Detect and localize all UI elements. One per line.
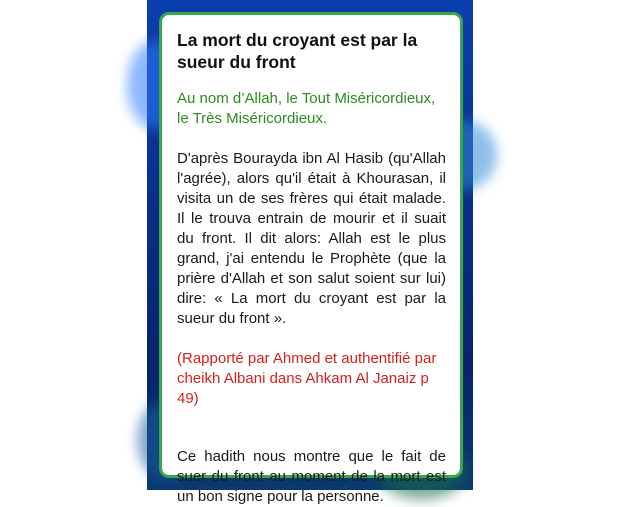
basmala-text: Au nom d’Allah, le Tout Miséricordieux, le Très Miséricordieux. (177, 90, 436, 127)
hadith-card (159, 12, 463, 505)
hadith-source: (Rapporté par Ahmed et authentifié par cheikh Albani dans Ahkam Al Janaiz p 49) (177, 350, 437, 407)
hadith-commentary: Ce hadith nous montre que le fait de suer du front au moment de la mort est un bon signe pour la personne. (177, 448, 446, 505)
hadith-title: La mort du croyant est par la sueur du front (177, 30, 418, 72)
hadith-text: D'après Bourayda ibn Al Hasib (qu'Allah l'agrée), alors qu'il était à Khourasan, il visita un de ses frères qui était malade. Il le trouva entrain de mourir et il suait du front. Il dit alors: Allah est le plus grand, j'ai entendu le Prophète (que la prière d'Allah et son salut soient sur lui) dire: « La mort du croyant est par la sueur du front ». (177, 150, 446, 327)
